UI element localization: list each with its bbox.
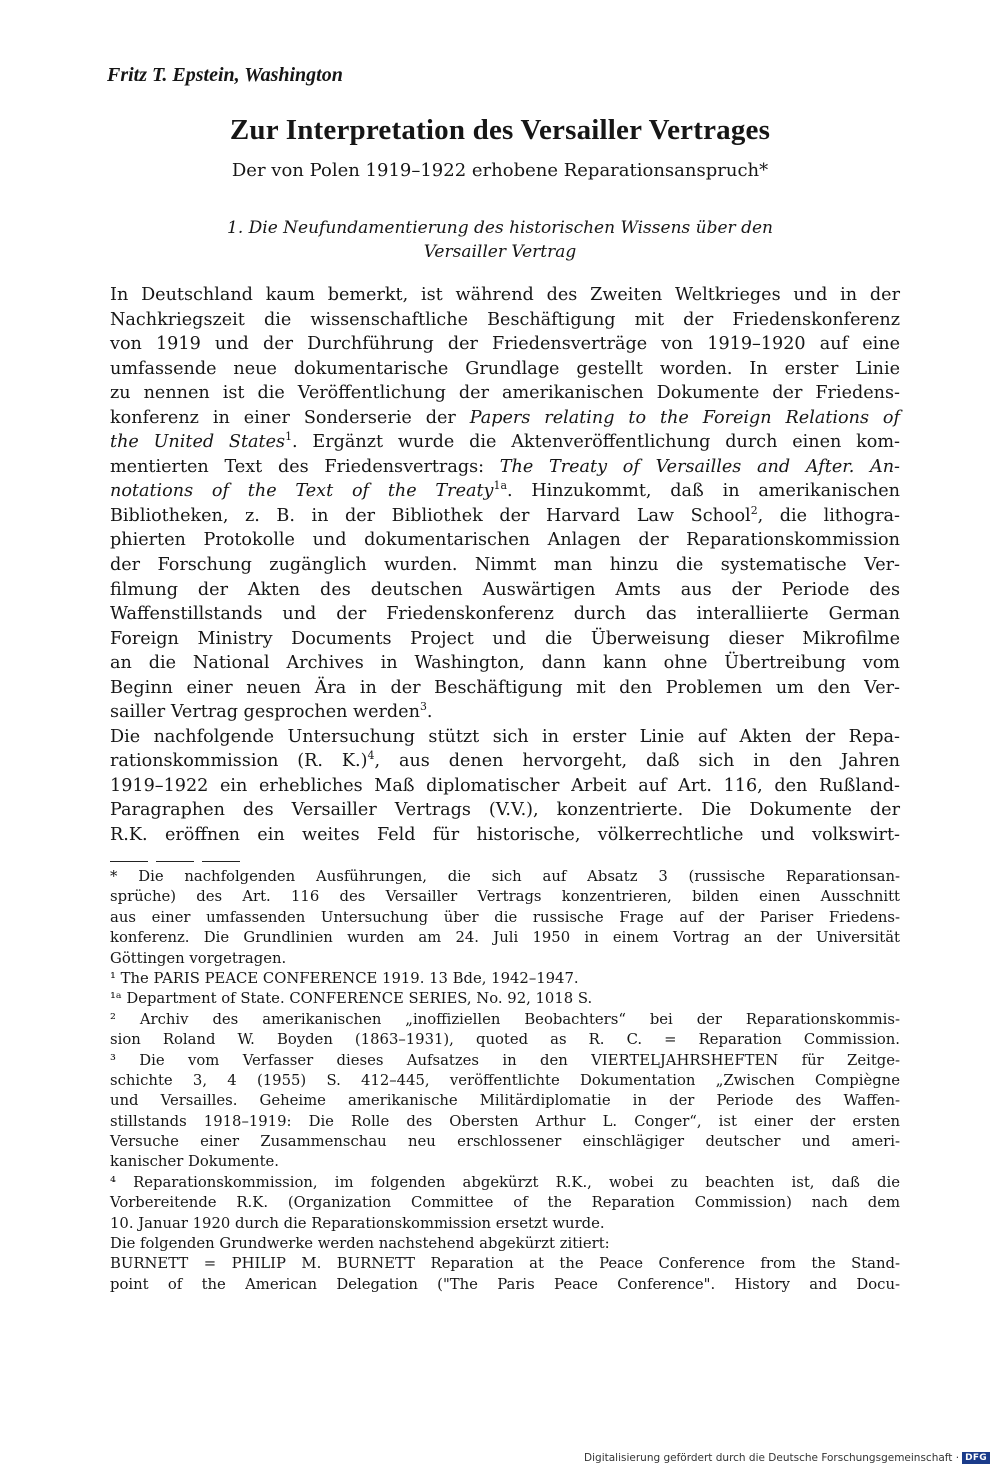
- dfg-logo-icon: DFG: [962, 1452, 990, 1464]
- body-line: der Forschung zugänglich wurden. Nimmt man hinzu die systematische Ver-: [110, 555, 900, 576]
- body-text-segment: , die lithogra-: [757, 505, 900, 526]
- divider-segment: [110, 861, 148, 862]
- digitization-credit: [584, 1452, 990, 1464]
- footnote-line: ¹ The PARIS PEACE CONFERENCE 1919. 13 Bde, 1942–1947.: [110, 969, 579, 987]
- footnote-line: Versuche einer Zusammenschau neu erschlossener einschlägiger deutscher und ameri-: [110, 1133, 900, 1151]
- body-text-segment: konferenz in einer Sonderserie der: [110, 407, 470, 428]
- body-line: R.K. eröffnen ein weites Feld für historische, völkerrechtliche und volkswirt-: [110, 825, 900, 846]
- body-line: [110, 455, 900, 480]
- footnote-marker: 1a: [493, 479, 507, 493]
- footnote-line: point of the American Delegation ("The Paris Peace Conference". History and Docu-: [110, 1275, 900, 1293]
- footnote-line: 10. Januar 1920 durch die Reparationskommission ersetzt wurde.: [110, 1214, 605, 1232]
- body-text-segment: Bibliotheken, z. B. in der Bibliothek der Harvard Law School: [110, 505, 751, 526]
- footnote-line: sprüche) des Art. 116 des Versailler Vertrags konzentrieren, bilden einen Ausschnitt: [110, 888, 900, 906]
- footnote-line: BURNETT = PHILIP M. BURNETT Reparation at the Peace Conference from the Stand-: [110, 1255, 900, 1273]
- footnote-marker: 3: [419, 700, 427, 714]
- body-line: In Deutschland kaum bemerkt, ist während des Zweiten Weltkrieges und in der: [110, 285, 900, 305]
- body-line: von 1919 und der Durchführung der Friedensverträge von 1919–1920 auf eine: [110, 334, 900, 355]
- footnote-line: ¹ᵃ Department of State. CONFERENCE SERIES, No. 92, 1018 S.: [110, 990, 593, 1008]
- footnote-line: aus einer umfassenden Untersuchung über die russische Frage auf der Pariser Friedens-: [110, 908, 900, 926]
- body-text-segment: .: [426, 702, 433, 723]
- footnote-line: Vorbereitende R.K. (Organization Committee of the Reparation Commission) nach dem: [110, 1194, 900, 1212]
- body-line: Paragraphen des Versailler Vertrags (V.V.), konzentrierte. Die Dokumente der: [110, 800, 900, 821]
- body-line: an die National Archives in Washington, dann kann ohne Übertreibung vom: [110, 653, 900, 674]
- body-line: [110, 406, 900, 431]
- body-line: Foreign Ministry Documents Project und die Überweisung dieser Mikrofilme: [110, 628, 900, 649]
- footnote-marker: 4: [367, 749, 375, 763]
- footnote-line: stillstands 1918–1919: Die Rolle des Obersten Arthur L. Conger“, ist einer der ersten: [110, 1112, 900, 1130]
- article-subtitle: Der von Polen 1919–1922 erhobene Reparationsanspruch*: [231, 160, 769, 181]
- body-line: Die nachfolgende Untersuchung stützt sich in erster Linie auf Akten der Repa-: [110, 726, 900, 747]
- footnote-line: ⁴ Reparationskommission, im folgenden abgekürzt R.K., wobei zu beachten ist, daß die: [110, 1173, 900, 1191]
- body-line: zu nennen ist die Veröffentlichung der amerikanischen Dokumente der Friedens-: [110, 383, 900, 404]
- footnotes: [110, 867, 900, 1295]
- footnote-line: sion Roland W. Boyden (1863–1931), quoted as R. C. = Reparation Commission.: [110, 1031, 900, 1049]
- body-line: [110, 749, 900, 774]
- footnote-line: * Die nachfolgenden Ausführungen, die sich auf Absatz 3 (russische Reparationsan-: [110, 868, 900, 885]
- divider-segment: [202, 861, 240, 862]
- footnote-marker: 1: [285, 430, 293, 444]
- italic-citation: Papers relating to the Foreign Relations of: [469, 407, 900, 428]
- italic-citation: the United States: [110, 432, 286, 453]
- body-text-segment: rationskommission (R. K.): [110, 751, 368, 772]
- body-line: filmung der Akten des deutschen Auswärtigen Amts aus der Periode des: [110, 579, 900, 600]
- footnote-divider: [110, 861, 310, 863]
- body-line: Nachkriegszeit die wissenschaftliche Beschäftigung mit der Friedenskonferenz: [110, 309, 900, 330]
- author-line: Fritz T. Epstein, Washington: [107, 64, 343, 86]
- body-text-segment: mentierten Text des Friedensvertrags:: [110, 456, 500, 477]
- body-line: phierten Protokolle und dokumentarischen Anlagen der Reparationskommission: [110, 530, 900, 551]
- divider-segment: [156, 861, 194, 862]
- body-text-segment: sailler Vertrag gesprochen werden: [110, 702, 420, 723]
- italic-citation: notations of the Text of the Treaty: [110, 481, 494, 502]
- footnote-line: Die folgenden Grundwerke werden nachstehend abgekürzt zitiert:: [110, 1235, 610, 1253]
- footnote-marker: 2: [750, 504, 758, 518]
- footnote-line: ³ Die vom Verfasser dieses Aufsatzes in den VIERTELJAHRSHEFTEN für Zeitge-: [110, 1051, 900, 1069]
- body-line: Waffenstillstands und der Friedenskonferenz durch das interalliierte German: [110, 604, 900, 625]
- body-line: [110, 479, 900, 504]
- footnote-line: ² Archiv des amerikanischen „inoffiziellen Beobachters“ bei der Reparationskommis-: [110, 1010, 900, 1028]
- italic-citation: The Treaty of Versailles and After. An-: [499, 456, 901, 477]
- body-text-segment: . Hinzukommt, daß in amerikanischen: [506, 481, 901, 502]
- section-heading-line: Versailler Vertrag: [423, 242, 577, 262]
- digitization-credit-text: Digitalisierung gefördert durch die Deutsche Forschungsgemeinschaft ·: [584, 1452, 960, 1464]
- footnote-line: kanischer Dokumente.: [110, 1153, 279, 1171]
- body-line: Beginn einer neuen Ära in der Beschäftigung mit den Problemen um den Ver-: [110, 677, 900, 698]
- body-line: umfassende neue dokumentarische Grundlage gestellt worden. In erster Linie: [110, 358, 900, 379]
- footnote-line: konferenz. Die Grundlinien wurden am 24. Juli 1950 in einem Vortrag an der Universität: [110, 929, 900, 947]
- footnote-line: schichte 3, 4 (1955) S. 412–445, veröffentlichte Dokumentation „Zwischen Compiègne: [110, 1071, 900, 1089]
- body-line: [110, 700, 900, 725]
- article-title: Zur Interpretation des Versailler Vertrages: [229, 114, 771, 146]
- body-text: [110, 283, 900, 848]
- body-line: [110, 504, 900, 529]
- footnote-line: Göttingen vorgetragen.: [110, 949, 287, 967]
- body-line: 1919–1922 ein erhebliches Maß diplomatischer Arbeit auf Art. 116, den Rußland-: [110, 775, 900, 796]
- body-text-segment: . Ergänzt wurde die Aktenveröffentlichung durch einen kom-: [292, 432, 900, 453]
- footnote-line: und Versailles. Geheime amerikanische Militärdiplomatie in der Periode des Waffen-: [110, 1092, 900, 1110]
- body-text-segment: , aus denen hervorgeht, daß sich in den Jahren: [374, 751, 900, 772]
- body-line: [110, 430, 900, 455]
- section-heading: [0, 216, 1000, 264]
- section-heading-line: 1. Die Neufundamentierung des historischen Wissens über den: [227, 218, 773, 238]
